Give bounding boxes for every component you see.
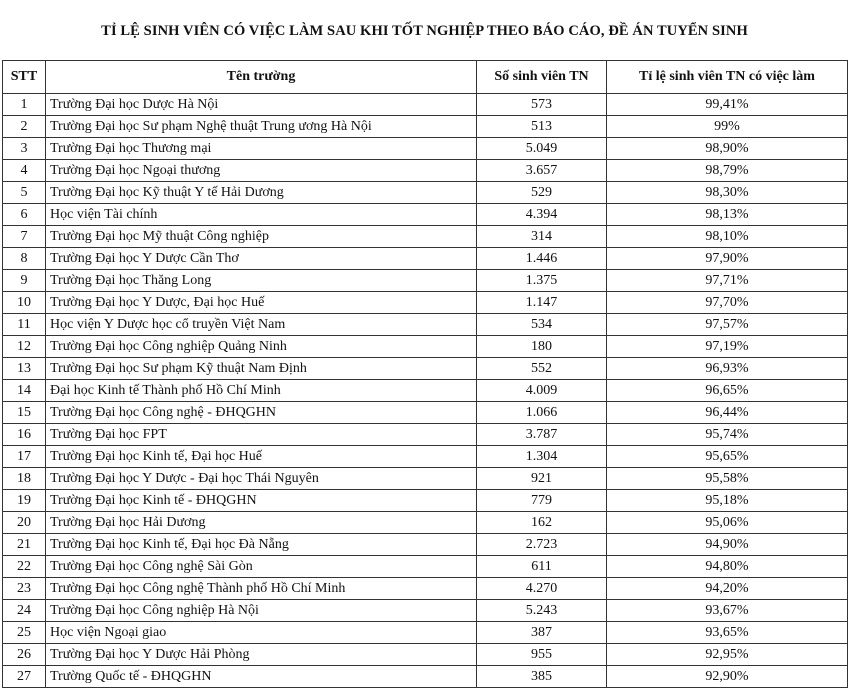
row-graduates-cell: 573 [477, 94, 607, 116]
row-stt-cell: 13 [3, 358, 46, 380]
table-row [3, 556, 848, 578]
row-employment-rate-cell: 96,65% [607, 380, 848, 402]
row-graduates-cell: 3.657 [477, 160, 607, 182]
row-stt-cell: 8 [3, 248, 46, 270]
row-graduates-cell: 385 [477, 666, 607, 688]
row-graduates-cell: 314 [477, 226, 607, 248]
row-employment-rate-cell: 98,90% [607, 138, 848, 160]
row-school-name-cell: Trường Đại học Hải Dương [46, 512, 477, 534]
row-employment-rate-cell: 92,95% [607, 644, 848, 666]
row-graduates-cell: 955 [477, 644, 607, 666]
page-title: TỈ LỆ SINH VIÊN CÓ VIỆC LÀM SAU KHI TỐT NGHIỆP THEO BÁO CÁO, ĐỀ ÁN TUYỂN SINH [101, 23, 748, 39]
table-row [3, 94, 848, 116]
header-employment-rate: Tỉ lệ sinh viên TN có việc làm [607, 61, 848, 94]
row-graduates-cell: 5.243 [477, 600, 607, 622]
header-graduates: Số sinh viên TN [477, 61, 607, 94]
row-school-name-cell: Trường Đại học Mỹ thuật Công nghiệp [46, 226, 477, 248]
row-graduates-cell: 180 [477, 336, 607, 358]
row-employment-rate-cell: 97,71% [607, 270, 848, 292]
table-row [3, 116, 848, 138]
row-graduates-cell: 534 [477, 314, 607, 336]
row-employment-rate-cell: 95,65% [607, 446, 848, 468]
row-school-name-cell: Trường Đại học Công nghệ Sài Gòn [46, 556, 477, 578]
row-school-name-cell: Trường Đại học Sư phạm Nghệ thuật Trung ương Hà Nội [46, 116, 477, 138]
row-school-name-cell: Trường Đại học FPT [46, 424, 477, 446]
table-row [3, 380, 848, 402]
row-employment-rate-cell: 98,10% [607, 226, 848, 248]
header-stt: STT [3, 61, 46, 94]
row-stt-cell: 10 [3, 292, 46, 314]
table-row [3, 248, 848, 270]
row-stt-cell: 19 [3, 490, 46, 512]
table-row [3, 226, 848, 248]
table-body [3, 94, 848, 688]
row-employment-rate-cell: 96,93% [607, 358, 848, 380]
row-employment-rate-cell: 95,58% [607, 468, 848, 490]
row-employment-rate-cell: 93,65% [607, 622, 848, 644]
row-graduates-cell: 611 [477, 556, 607, 578]
table-row [3, 666, 848, 688]
row-school-name-cell: Trường Đại học Kinh tế - ĐHQGHN [46, 490, 477, 512]
row-stt-cell: 12 [3, 336, 46, 358]
row-employment-rate-cell: 92,90% [607, 666, 848, 688]
row-school-name-cell: Học viện Y Dược học cổ truyền Việt Nam [46, 314, 477, 336]
row-employment-rate-cell: 95,18% [607, 490, 848, 512]
row-school-name-cell: Đại học Kinh tế Thành phố Hồ Chí Minh [46, 380, 477, 402]
row-stt-cell: 16 [3, 424, 46, 446]
table-row [3, 644, 848, 666]
row-school-name-cell: Trường Đại học Ngoại thương [46, 160, 477, 182]
row-employment-rate-cell: 96,44% [607, 402, 848, 424]
table-row [3, 622, 848, 644]
row-school-name-cell: Trường Đại học Công nghiệp Quảng Ninh [46, 336, 477, 358]
row-graduates-cell: 1.147 [477, 292, 607, 314]
row-school-name-cell: Học viện Tài chính [46, 204, 477, 226]
row-school-name-cell: Trường Đại học Y Dược, Đại học Huế [46, 292, 477, 314]
table-row [3, 182, 848, 204]
row-school-name-cell: Trường Đại học Sư phạm Kỹ thuật Nam Định [46, 358, 477, 380]
table-row [3, 424, 848, 446]
row-graduates-cell: 5.049 [477, 138, 607, 160]
row-stt-cell: 21 [3, 534, 46, 556]
row-stt-cell: 24 [3, 600, 46, 622]
row-school-name-cell: Trường Đại học Công nghệ Thành phố Hồ Chí Minh [46, 578, 477, 600]
row-stt-cell: 4 [3, 160, 46, 182]
table-header [3, 61, 848, 94]
row-stt-cell: 5 [3, 182, 46, 204]
row-school-name-cell: Trường Đại học Công nghiệp Hà Nội [46, 600, 477, 622]
table-row [3, 292, 848, 314]
row-stt-cell: 2 [3, 116, 46, 138]
row-stt-cell: 3 [3, 138, 46, 160]
header-row [3, 61, 848, 94]
row-school-name-cell: Trường Đại học Y Dược Hải Phòng [46, 644, 477, 666]
table-row [3, 600, 848, 622]
row-school-name-cell: Trường Đại học Dược Hà Nội [46, 94, 477, 116]
row-graduates-cell: 162 [477, 512, 607, 534]
row-graduates-cell: 2.723 [477, 534, 607, 556]
row-graduates-cell: 1.375 [477, 270, 607, 292]
row-graduates-cell: 552 [477, 358, 607, 380]
table-row [3, 534, 848, 556]
table-row [3, 336, 848, 358]
table-row [3, 160, 848, 182]
row-employment-rate-cell: 94,80% [607, 556, 848, 578]
row-stt-cell: 9 [3, 270, 46, 292]
row-graduates-cell: 529 [477, 182, 607, 204]
row-graduates-cell: 4.009 [477, 380, 607, 402]
row-employment-rate-cell: 98,13% [607, 204, 848, 226]
table-row [3, 490, 848, 512]
row-stt-cell: 14 [3, 380, 46, 402]
row-stt-cell: 23 [3, 578, 46, 600]
header-school-name: Tên trường [46, 61, 477, 94]
row-school-name-cell: Trường Đại học Y Dược Cần Thơ [46, 248, 477, 270]
row-stt-cell: 22 [3, 556, 46, 578]
table-row [3, 446, 848, 468]
row-school-name-cell: Trường Đại học Y Dược - Đại học Thái Nguyên [46, 468, 477, 490]
row-stt-cell: 17 [3, 446, 46, 468]
row-employment-rate-cell: 94,90% [607, 534, 848, 556]
row-stt-cell: 15 [3, 402, 46, 424]
row-stt-cell: 18 [3, 468, 46, 490]
row-school-name-cell: Trường Quốc tế - ĐHQGHN [46, 666, 477, 688]
table-row [3, 270, 848, 292]
row-graduates-cell: 513 [477, 116, 607, 138]
row-school-name-cell: Trường Đại học Thăng Long [46, 270, 477, 292]
row-school-name-cell: Trường Đại học Kinh tế, Đại học Đà Nẵng [46, 534, 477, 556]
row-school-name-cell: Học viện Ngoại giao [46, 622, 477, 644]
row-employment-rate-cell: 97,19% [607, 336, 848, 358]
table-row [3, 468, 848, 490]
table-row [3, 578, 848, 600]
row-employment-rate-cell: 93,67% [607, 600, 848, 622]
employment-rate-table [2, 60, 848, 688]
row-employment-rate-cell: 95,74% [607, 424, 848, 446]
row-employment-rate-cell: 99,41% [607, 94, 848, 116]
table-row [3, 204, 848, 226]
row-employment-rate-cell: 95,06% [607, 512, 848, 534]
row-graduates-cell: 4.394 [477, 204, 607, 226]
row-employment-rate-cell: 99% [607, 116, 848, 138]
row-graduates-cell: 1.066 [477, 402, 607, 424]
table-row [3, 402, 848, 424]
row-graduates-cell: 387 [477, 622, 607, 644]
table-row [3, 358, 848, 380]
row-graduates-cell: 779 [477, 490, 607, 512]
row-graduates-cell: 3.787 [477, 424, 607, 446]
row-graduates-cell: 4.270 [477, 578, 607, 600]
row-school-name-cell: Trường Đại học Thương mại [46, 138, 477, 160]
row-school-name-cell: Trường Đại học Kinh tế, Đại học Huế [46, 446, 477, 468]
table-row [3, 314, 848, 336]
row-employment-rate-cell: 94,20% [607, 578, 848, 600]
table-row [3, 512, 848, 534]
row-graduates-cell: 1.446 [477, 248, 607, 270]
row-employment-rate-cell: 97,57% [607, 314, 848, 336]
table-row [3, 138, 848, 160]
row-school-name-cell: Trường Đại học Công nghệ - ĐHQGHN [46, 402, 477, 424]
row-graduates-cell: 1.304 [477, 446, 607, 468]
row-stt-cell: 1 [3, 94, 46, 116]
row-employment-rate-cell: 98,30% [607, 182, 848, 204]
row-stt-cell: 7 [3, 226, 46, 248]
row-stt-cell: 27 [3, 666, 46, 688]
row-stt-cell: 26 [3, 644, 46, 666]
row-stt-cell: 20 [3, 512, 46, 534]
row-graduates-cell: 921 [477, 468, 607, 490]
row-stt-cell: 11 [3, 314, 46, 336]
row-stt-cell: 25 [3, 622, 46, 644]
row-employment-rate-cell: 97,90% [607, 248, 848, 270]
row-stt-cell: 6 [3, 204, 46, 226]
row-employment-rate-cell: 98,79% [607, 160, 848, 182]
row-employment-rate-cell: 97,70% [607, 292, 848, 314]
row-school-name-cell: Trường Đại học Kỹ thuật Y tế Hải Dương [46, 182, 477, 204]
